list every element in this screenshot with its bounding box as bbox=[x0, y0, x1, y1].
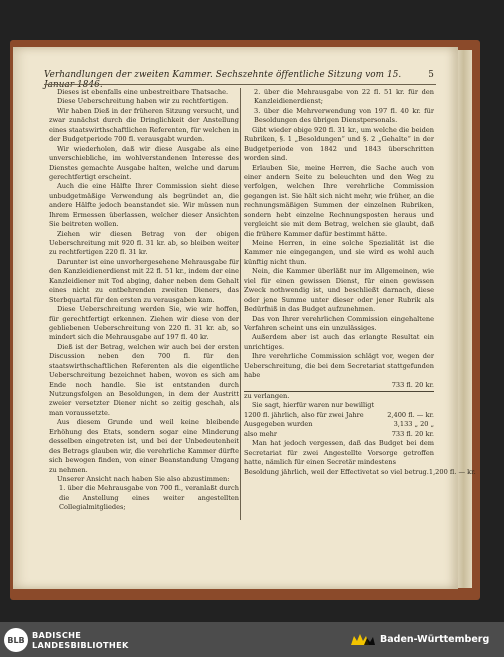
blb-logo[interactable]: BLB bbox=[4, 628, 28, 652]
amount-row bbox=[244, 411, 434, 420]
paragraph: Dieß ist der Betrag, welchen wir auch bei der ersten Discussion neben den 700 fl. für den staatswirthschaftlichen Referenten als die eigentliche Ueberschreitung bezeichnet haben, wovon es sich am Ende noch handle. Sie ist entstanden durch Nutzungsfolgen an Besoldungen, in dem der Austritt zweier versetzter Diener nicht so zeitig geschah, als man voraussetzte. bbox=[49, 342, 239, 417]
bw-name[interactable]: Baden-Württemberg bbox=[380, 634, 490, 645]
amount-row bbox=[244, 381, 434, 390]
left-column bbox=[49, 88, 239, 513]
paragraph: zu verlangen. bbox=[244, 392, 290, 400]
column-divider bbox=[240, 88, 241, 520]
paragraph: Diese Ueberschreitung werden Sie, wie wir hoffen, für gerechtfertigt erkennen. Ziehen wir diese von der gebliebenen Ueberschreitung von 220 fl. 31 kr. ab, so mindert sich die Mehrausgabe auf 197 fl. 40 kr. bbox=[49, 305, 239, 342]
paragraph: Meine Herren, in eine solche Spezialität ist die Kammer nie eingegangen, und sie wird es wohl auch künftig nicht thun. bbox=[244, 239, 434, 266]
header-title: Verhandlungen der zweiten Kammer. Sechszehnte öffentliche Sitzung vom 15. Januar 1846. bbox=[44, 70, 402, 90]
amount-value: 2,400 fl. — kr. bbox=[387, 410, 434, 419]
list-item: 2. über die Mehrausgabe von 22 fl. 51 kr. für den Kanzleidienerdienst; bbox=[254, 88, 434, 106]
amount-label: also mehr bbox=[244, 429, 278, 438]
amount-value: 1,200 fl. — kr. bbox=[428, 467, 476, 476]
page-number: 5 bbox=[428, 70, 434, 80]
running-header bbox=[44, 70, 434, 90]
paragraph: Das von Ihrer verehrlichen Commission eingehaltene Verfahren scheint uns ein unzulässiges. bbox=[244, 314, 434, 332]
list-item: 3. über die Mehrverwendung von 197 fl. 40 kr. für Besoldungen des übrigen Dienstpersonals. bbox=[254, 106, 434, 125]
paragraph: Außerdem aber ist auch das erlangte Resultat ein unrichtiges. bbox=[244, 333, 434, 351]
paragraph: Aus diesem Grunde und weil keine bleibende Erhöhung des Etats, sondern sogar eine Minderung desselben eingetreten ist, und bei der Unbedeutenheit des Betrags glauben wir, die verehrliche Kammer dürfte sich bewogen finden, von einer Beanstandung Umgang zu nehmen. bbox=[49, 418, 239, 474]
right-column bbox=[244, 88, 476, 477]
amount-value: 733 fl. 20 kr. bbox=[391, 429, 434, 438]
header-rule bbox=[44, 84, 436, 85]
amount-row bbox=[244, 420, 434, 429]
paragraph: Unserer Ansicht nach haben Sie also abzustimmen: bbox=[57, 474, 230, 483]
blb-name-line2: LANDESBIBLIOTHEK bbox=[32, 640, 129, 650]
list-item: 1. über die Mehrausgabe von 700 fl., veranlaßt durch die Anstellung eines weiter angestellten Collegialmitgliedes; bbox=[59, 484, 239, 512]
baden-wuerttemberg-emblem-icon bbox=[349, 631, 377, 649]
paragraph: Darunter ist eine unvorhergesehene Mehrausgabe für den Kanzleidienerdienst mit 22 fl. 51 kr., indem der eine Kanzleidiener mit Tod abging, daher neben dem Gehalt eines nicht zu entbehrenden zweiten Dieners, das Sterbquartal für den ersten zu verausgaben kam. bbox=[49, 257, 239, 304]
paragraph: Auch die eine Hälfte Ihrer Commission sieht diese unbudgetmäßige Verwendung als begründet an, die andere Hälfte jedoch beanstandet sie. Wir müssen nun Ihrem Ermessen überlassen, welcher dieser Ansichten Sie beitreten wollen. bbox=[49, 182, 239, 229]
paragraph: Nein, die Kammer überläßt nur im Allgemeinen, wie viel für einen gewissen Dienst, für einen gewissen Zweck nothwendig ist, und beschließt darnach, diese oder jene Summe unter dieser oder jener Rubrik als Bedürfniß in das Budget aufzunehmen. bbox=[244, 267, 434, 314]
paragraph: Sie sagt, hierfür waren nur bewilligt bbox=[252, 401, 375, 410]
paragraph: Dieses ist ebenfalls eine unbestreitbare Thatsache. bbox=[57, 88, 229, 96]
amount-value: 733 fl. 20 kr. bbox=[391, 380, 434, 389]
paragraph: Wir haben Dieß in der früheren Sitzung versucht, und zwar zunächst durch die Dringlichkeit der Anstellung eines staatswirthschaftlichen Referenten, für welchen in der Budgetperiode 700 fl. verausgabt wurden. bbox=[49, 106, 239, 144]
amount-label: 1200 fl. jährlich, also für zwei Jahre bbox=[244, 410, 364, 419]
amount-label: Besoldung jährlich, weil der Effectivetat so viel betrug. bbox=[244, 467, 429, 476]
paragraph: Gibt wieder obige 920 fl. 31 kr., um welche die beiden Rubriken, §. 1 „Besoldungen“ und §. 2 „Gehalte“ in der Budgetperiode von 1842 und 1843 überschritten worden sind. bbox=[244, 125, 434, 163]
paragraph: Erlauben Sie, meine Herren, die Sache auch von einer andern Seite zu beleuchten und den Weg zu verfolgen, welchen Ihre verehrliche Commission gegangen ist. Sie hält sich nicht mehr, wie früher, an die rechnungsmäßigen Summen der einzelnen Rubriken, sondern hebt einzelne Rechnungsposten heraus und vergleicht sie mit dem Betrag, welchen sie glaubt, daß die frühere Kammer dafür bestimmt hätte. bbox=[244, 163, 434, 238]
paragraph: Man hat jedoch vergessen, daß das Budget bei dem Secretariat für zwei Angestellte Vorsorge getroffen hatte, nämlich für einen Secretär mindestens bbox=[244, 439, 434, 467]
paragraph: Diese Ueberschreitung haben wir zu rechtfertigen. bbox=[57, 97, 229, 106]
paragraph: Ihre verehrliche Commission schlägt vor, wegen der Ueberschreitung, die bei dem Secretariat stattgefunden habe bbox=[244, 352, 434, 380]
blb-name-line1: BADISCHE bbox=[32, 630, 82, 640]
paragraph: Ziehen wir diesen Betrag von der obigen Ueberschreitung mit 920 fl. 31 kr. ab, so bleiben weiter zu rechtfertigen 220 fl. 31 kr. bbox=[49, 229, 239, 257]
amount-label: Ausgegeben wurden bbox=[244, 420, 313, 429]
paragraph: Wir wiederholen, daß wir diese Ausgabe als eine unverschiebliche, im wohlverstandenen Interesse des Dienstes gemachte Ausgabe halten, welche und darum gerechtfertigt erscheint. bbox=[49, 144, 239, 181]
amount-row bbox=[244, 467, 476, 477]
amount-row bbox=[244, 430, 434, 439]
page-edge-stack bbox=[458, 50, 472, 588]
amount-value: 3,133 „ 20 „ bbox=[393, 420, 434, 429]
blb-name[interactable] bbox=[32, 630, 129, 650]
